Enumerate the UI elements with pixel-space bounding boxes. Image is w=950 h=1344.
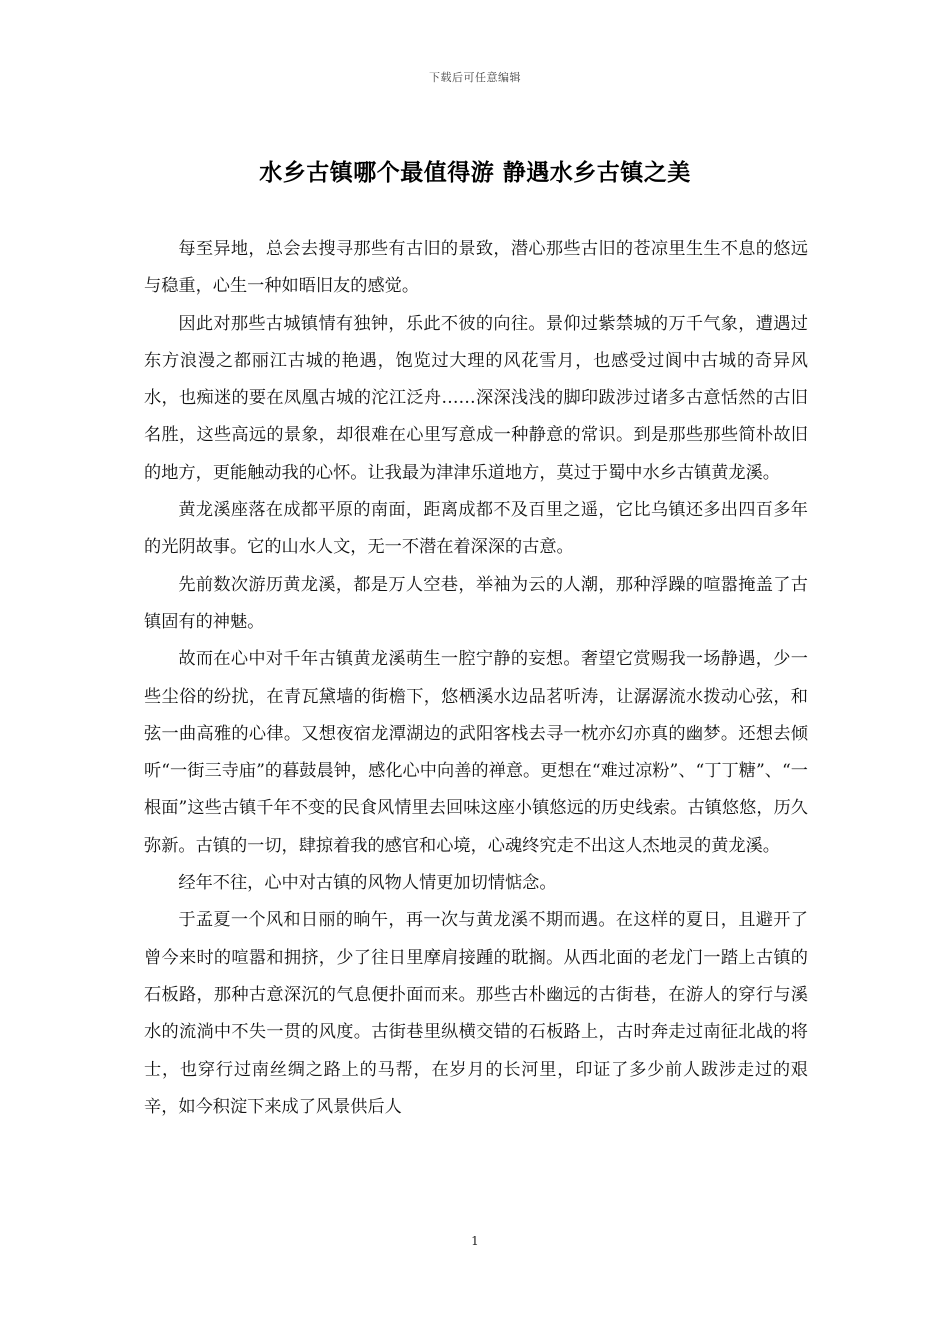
body-text [144, 231, 808, 1126]
paragraph: 因此对那些古城镇情有独钟，乐此不彼的向往。景仰过紫禁城的万千气象，遭遇过东方浪漫之都丽江古城的艳遇，饱览过大理的风花雪月，也感受过阆中古城的奇异风水，也痴迷的要在凤凰古城的沱江泛舟……深深浅浅的脚印跋涉过诸多古意恬然的古旧名胜，这些高远的景象，却很难在心里写意成一种静意的常识。到是那些那些简朴故旧的地方，更能触动我的心怀。让我最为津津乐道地方，莫过于蜀中水乡古镇黄龙溪。 [144, 313, 808, 483]
paragraph: 黄龙溪座落在成都平原的南面，距离成都不及百里之遥，它比乌镇还多出四百多年的光阴故事。它的山水人文，无一不潜在着深深的古意。 [144, 500, 808, 558]
paragraph: 先前数次游历黄龙溪，都是万人空巷，举袖为云的人潮，那种浮躁的喧嚣掩盖了古镇固有的神魅。 [144, 574, 808, 632]
header-note: 下载后可任意编辑 [429, 71, 521, 84]
document-title: 水乡古镇哪个最值得游 静遇水乡古镇之美 [259, 159, 691, 186]
paragraph: 故而在心中对千年古镇黄龙溪萌生一腔宁静的妄想。奢望它赏赐我一场静遇，少一些尘俗的纷扰，在青瓦黛墙的街檐下，悠栖溪水边品茗听涛，让潺潺流水拨动心弦，和弦一曲高雅的心律。又想夜宿龙潭湖边的武阳客栈去寻一枕亦幻亦真的幽梦。还想去倾听“一街三寺庙”的暮鼓晨钟，感化心中向善的禅意。更想在“难过凉粉”、“丁丁糖”、“一根面”这些古镇千年不变的民食风情里去回味这座小镇悠远的历史线索。古镇悠悠，历久弥新。古镇的一切，肆掠着我的感官和心境，心魂终究走不出这人杰地灵的黄龙溪。 [144, 649, 808, 856]
page-number: 1 [471, 1234, 479, 1248]
paragraph: 每至异地，总会去搜寻那些有古旧的景致，潜心那些古旧的苍凉里生生不息的悠远与稳重，心生一种如晤旧友的感觉。 [144, 239, 808, 297]
paragraph: 经年不往，心中对古镇的风物人情更加切情惦念。 [178, 873, 557, 894]
paragraph: 于孟夏一个风和日丽的晌午，再一次与黄龙溪不期而遇。在这样的夏日，且避开了曾今来时的喧嚣和拥挤，少了往日里摩肩接踵的耽搁。从西北面的老龙门一踏上古镇的石板路，那种古意深沉的气息便扑面而来。那些古朴幽远的古街巷，在游人的穿行与溪水的流淌中不失一贯的风度。古街巷里纵横交错的石板路上，古时奔走过南征北战的将士，也穿行过南丝绸之路上的马帮，在岁月的长河里，印证了多少前人跋涉走过的艰辛，如今积淀下来成了风景供后人 [144, 910, 808, 1117]
